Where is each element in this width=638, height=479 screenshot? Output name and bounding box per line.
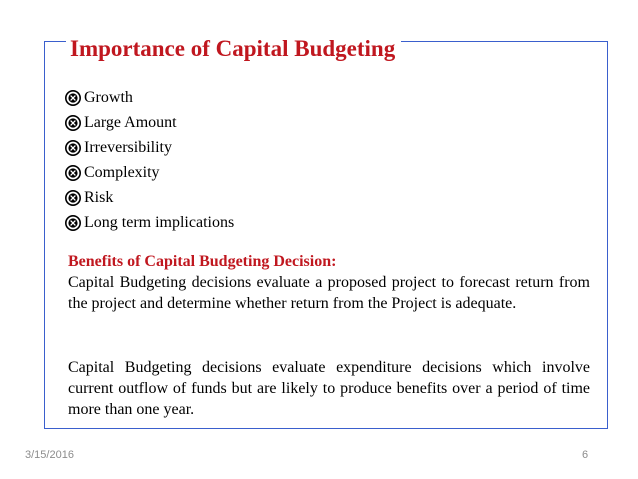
bullet-item-large-amount <box>64 110 234 135</box>
bullet-label: Irreversibility <box>84 139 172 156</box>
footer-page-number: 6 <box>582 449 589 461</box>
circled-cross-icon <box>64 164 82 182</box>
bullet-item-complexity <box>64 160 234 185</box>
benefits-paragraph-1: Capital Budgeting decisions evaluate a proposed project to forecast return from the project and determine whether return from the Project is adequate. <box>68 274 590 312</box>
slide-title: Importance of Capital Budgeting <box>66 30 401 68</box>
circled-cross-icon <box>64 189 82 207</box>
circled-cross-icon <box>64 214 82 232</box>
circled-cross-icon <box>64 114 82 132</box>
bullet-label: Large Amount <box>84 114 177 131</box>
bullet-item-irreversibility <box>64 135 234 160</box>
bullet-item-long-term-implications <box>64 210 234 235</box>
bullet-label: Growth <box>84 89 133 106</box>
benefits-paragraph-2: Capital Budgeting decisions evaluate expenditure decisions which involve current outflow of funds but are likely to produce benefits over a period of time more than one year. <box>68 359 590 418</box>
benefits-heading: Benefits of Capital Budgeting Decision: <box>68 253 337 270</box>
bullet-label: Risk <box>84 189 114 206</box>
bullet-item-growth <box>64 85 234 110</box>
bullet-list <box>64 85 234 235</box>
circled-cross-icon <box>64 139 82 157</box>
bullet-label: Complexity <box>84 164 160 181</box>
circled-cross-icon <box>64 89 82 107</box>
bullet-item-risk <box>64 185 234 210</box>
bullet-label: Long term implications <box>84 214 235 231</box>
footer-date: 3/15/2016 <box>25 449 74 461</box>
